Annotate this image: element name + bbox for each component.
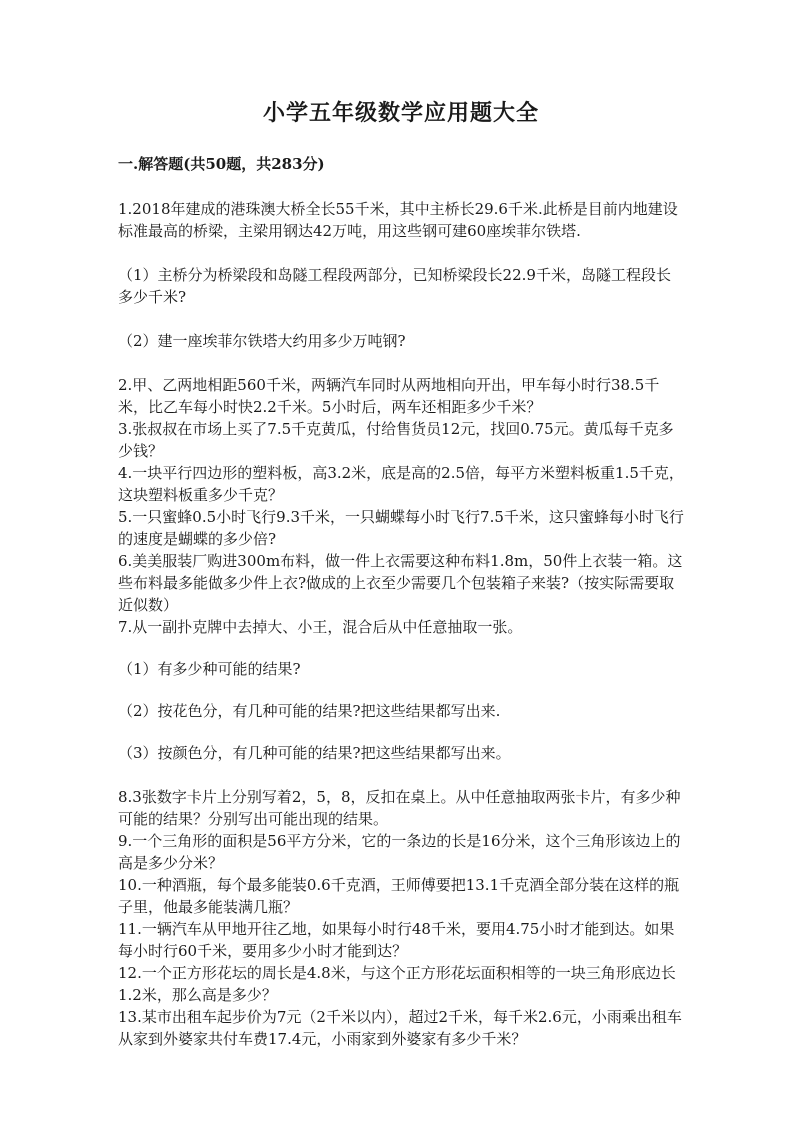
- page-title: 小学五年级数学应用题大全: [262, 100, 539, 126]
- question-10: 10.一种酒瓶，每个最多能装0.6千克酒，王师傅要把13.1千克酒全部分装在这样的瓶子里，他最多能装满几瓶？: [118, 876, 680, 916]
- question-8: 8.3张数字卡片上分别写着2，5，8，反扣在桌上。从中任意抽取两张卡片，有多少种可能的结果？分别写出可能出现的结果。: [118, 788, 681, 828]
- question-7-part-1: （1）有多少种可能的结果?: [118, 660, 301, 678]
- section-heading: 一.解答题(共50题，共283分): [118, 155, 325, 173]
- question-1: 1.2018年建成的港珠澳大桥全长55千米，其中主桥长29.6千米.此桥是目前内地建设标准最高的桥梁，主梁用钢达42万吨，用这些钢可建60座埃菲尔铁塔.: [118, 200, 678, 240]
- question-4: 4.一块平行四边形的塑料板，高3.2米，底是高的2.5倍，每平方米塑料板重1.5千克，这块塑料板重多少千克？: [118, 464, 684, 504]
- question-2: 2.甲、乙两地相距560千米，两辆汽车同时从两地相向开出，甲车每小时行38.5千米，比乙车每小时快2.2千米。5小时后，两车还相距多少千米？: [118, 376, 660, 416]
- question-9: 9.一个三角形的面积是56平方分米，它的一条边的长是16分米，这个三角形该边上的高是多少分米？: [118, 832, 681, 872]
- document-page: [118, 96, 684, 1050]
- question-1-part-1: （1）主桥分为桥梁段和岛隧工程段两部分，已知桥梁段长22.9千米，岛隧工程段长多少千米?: [118, 266, 671, 306]
- question-12: 12.一个正方形花坛的周长是4.8米，与这个正方形花坛面积相等的一块三角形底边长1.2米，那么高是多少？: [118, 964, 676, 1004]
- question-1-part-2: （2）建一座埃菲尔铁塔大约用多少万吨钢?: [118, 332, 406, 350]
- question-7-part-2: （2）按花色分，有几种可能的结果?把这些结果都写出来.: [118, 702, 501, 720]
- question-11: 11.一辆汽车从甲地开往乙地，如果每小时行48千米，要用4.75小时才能到达。如果每小时行60千米，要用多少小时才能到达？: [118, 920, 675, 960]
- question-7: 7.从一副扑克牌中去掉大、小王，混合后从中任意抽取一张。: [118, 618, 523, 636]
- question-7-part-3: （3）按颜色分，有几种可能的结果?把这些结果都写出来。: [118, 744, 511, 762]
- question-3: 3.张叔叔在市场上买了7.5千克黄瓜，付给售货员12元，找回0.75元。黄瓜每千克多少钱？: [118, 420, 674, 460]
- question-6: 6.美美服装厂购进300m布料，做一件上衣需要这种布料1.8m，50件上衣装一箱。这些布料最多能做多少件上衣?做成的上衣至少需要几个包装箱子来装?（按实际需要取近似数）: [118, 552, 683, 614]
- question-13: 13.某市出租车起步价为7元（2千米以内），超过2千米，每千米2.6元，小雨乘出租车从家到外婆家共付车费17.4元，小雨家到外婆家有多少千米？: [118, 1008, 682, 1048]
- question-5: 5.一只蜜蜂0.5小时飞行9.3千米，一只蝴蝶每小时飞行7.5千米，这只蜜蜂每小时飞行的速度是蝴蝶的多少倍?: [118, 508, 684, 548]
